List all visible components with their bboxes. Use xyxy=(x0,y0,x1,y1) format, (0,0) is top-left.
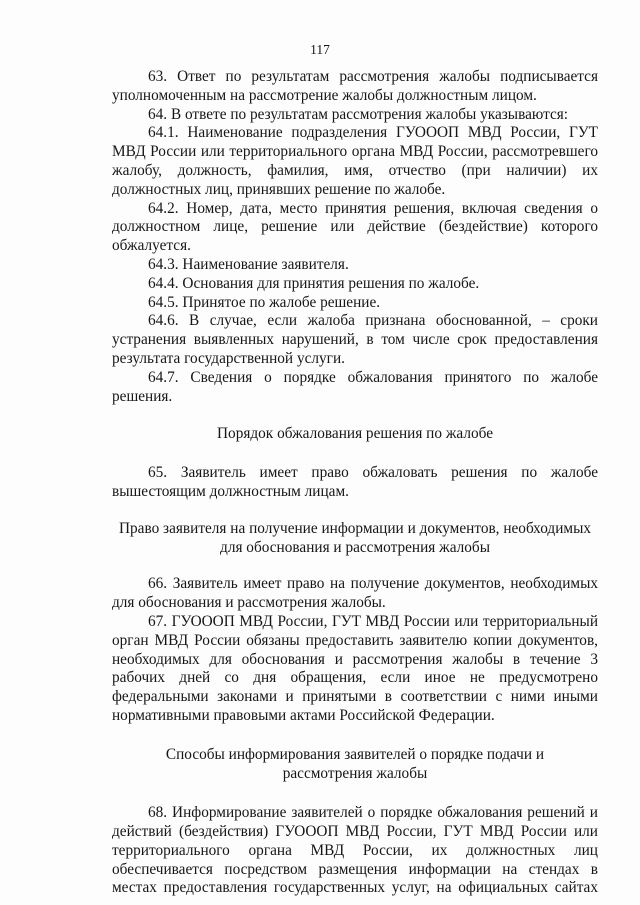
paragraph-63: 63. Ответ по результатам рассмотрения жалобы подписывается уполномоченным на рассмотрение жалобы должностным лицом. xyxy=(112,68,598,104)
paragraph-64-5: 64.5. Принятое по жалобе решение. xyxy=(148,293,381,311)
paragraph-64-2: 64.2. Номер, дата, место принятия решения, включая сведения о должностном лице, решение или действие (бездействие) которого обжалуется. xyxy=(112,199,598,255)
paragraph-64-7: 64.7. Сведения о порядке обжалования принятого по жалобе решения. xyxy=(112,368,598,405)
paragraph-64-3: 64.3. Наименование заявителя. xyxy=(148,255,349,273)
paragraph-64-1: 64.1. Наименование подразделения ГУОООП МВД России, ГУТ МВД России или территориального органа МВД России, рассмотревшего жалобу, должность, фамилия, имя, отчество (при наличии) их должностных лиц, принявших решение по жалобе. xyxy=(112,124,598,198)
paragraph-64-6: 64.6. В случае, если жалоба признана обоснованной, – сроки устранения выявленных нарушений, в том числе срок предоставления результата государственной услуги. xyxy=(112,312,598,367)
page-number: 117 xyxy=(310,42,330,57)
paragraph-68: 68. Информирование заявителей о порядке обжалования решений и действий (бездействия) ГУОООП МВД России, ГУТ МВД России или территориального органа МВД России, их должностных лиц обеспечивается посредством размещения информации на стендах в местах предоставления государственных услуг, на официальных сайтах xyxy=(112,804,598,897)
paragraph-66: 66. Заявитель имеет право на получение документов, необходимых для обоснования и рассмотрения жалобы. xyxy=(112,575,598,612)
paragraph-64: 64. В ответе по результатам рассмотрения жалобы указываются: xyxy=(148,105,569,123)
paragraph-64-4: 64.4. Основания для принятия решения по жалобе. xyxy=(148,274,480,292)
paragraph-67: 67. ГУОООП МВД России, ГУТ МВД России или территориальный орган МВД России обязаны предоставить заявителю копии документов, необходимых для обоснования и рассмотрения жалобы в течение 3 рабочих дней со дня обращения, если иное не предусмотрено федеральными законами и принятыми в соответствии с ними иными нормативными правовыми актами Российской Федерации. xyxy=(112,612,598,724)
paragraph-65: 65. Заявитель имеет право обжаловать решения по жалобе вышестоящим должностным лицам. xyxy=(112,464,598,500)
section-heading-appeal-procedure: Порядок обжалования решения по жалобе xyxy=(217,425,493,443)
document-body xyxy=(112,68,598,898)
section-heading-informing-methods: Способы информирования заявителей о порядке подачи и рассмотрения жалобы xyxy=(165,745,545,782)
section-heading-right-to-information: Право заявителя на получение информации и документов, необходимых для обоснования и рассмотрения жалобы xyxy=(118,519,592,556)
